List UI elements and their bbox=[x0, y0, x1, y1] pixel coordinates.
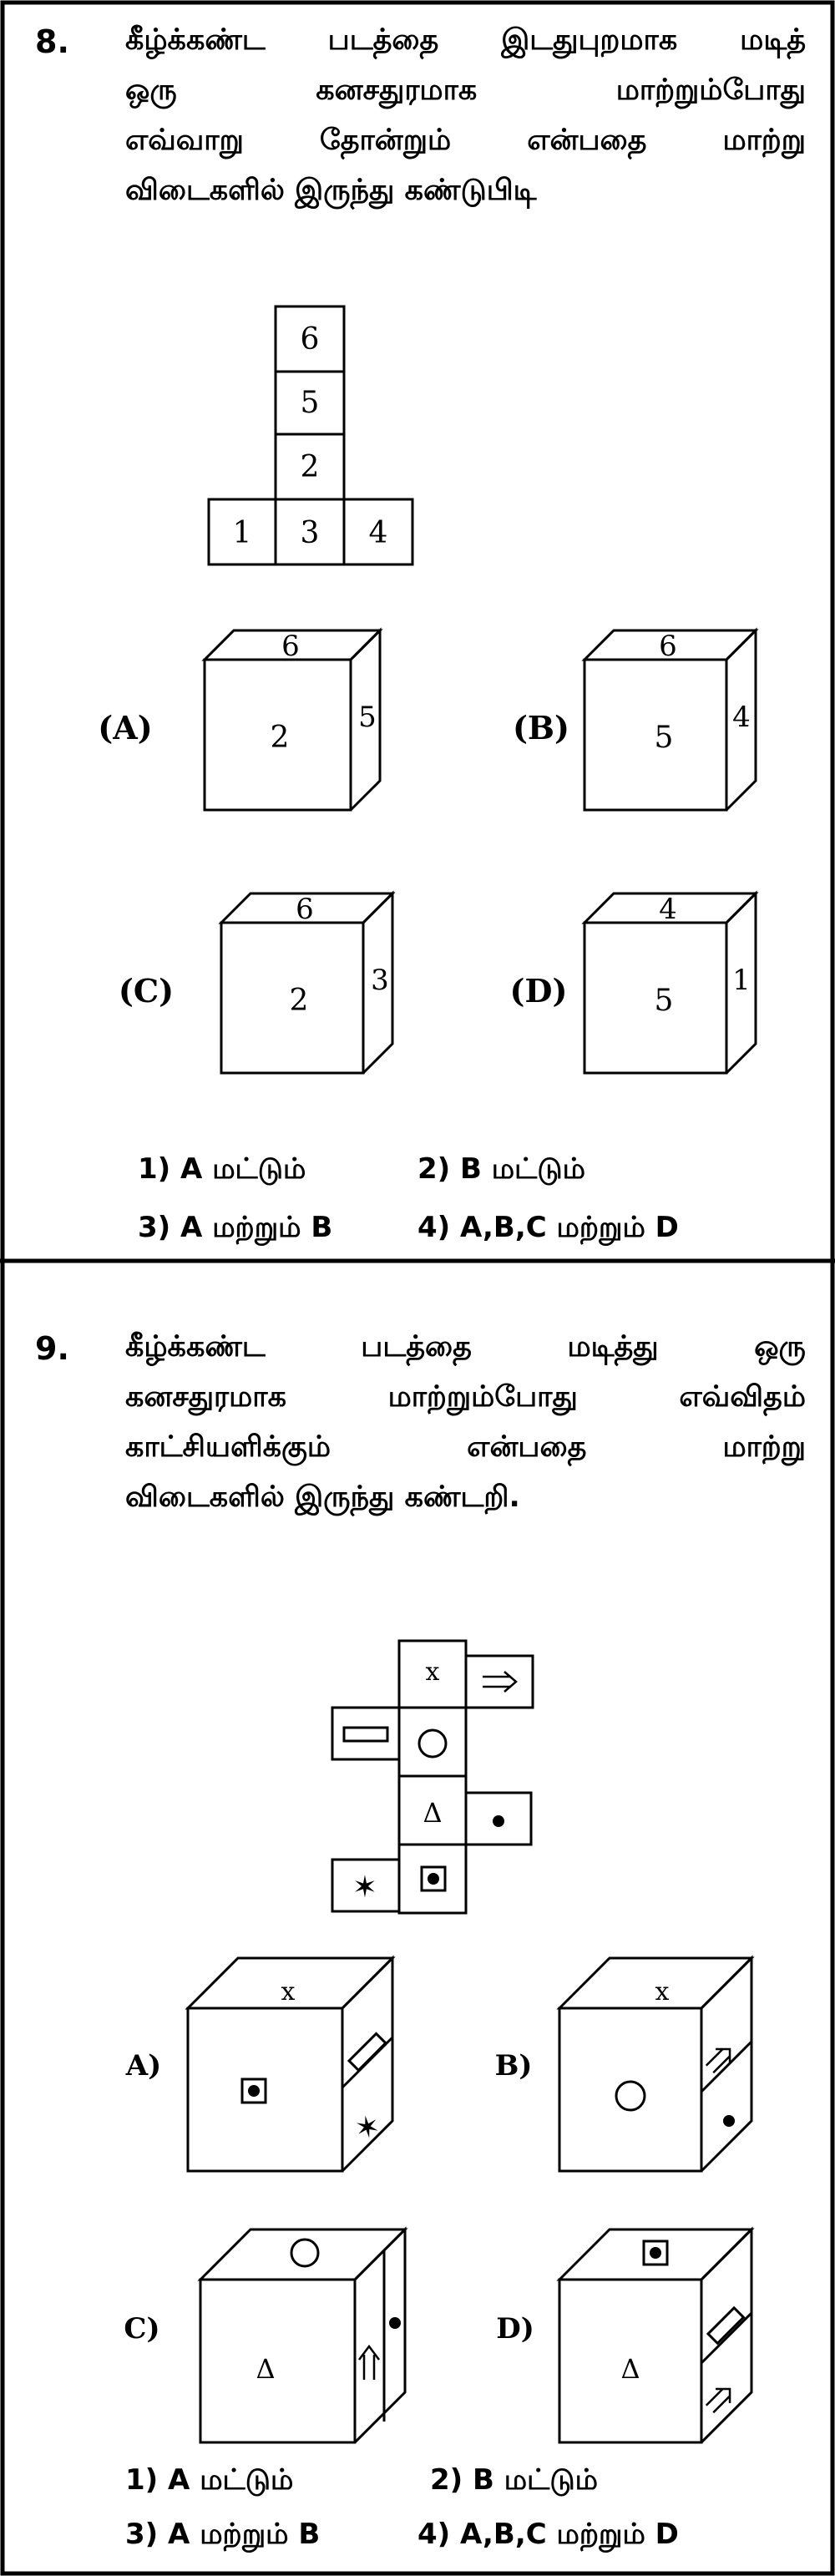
q9-option-1-num: 1) bbox=[125, 2463, 159, 2497]
q9-line-1: கீழ்க்கண்ட படத்தை மடித்து ஒரு bbox=[125, 1330, 806, 1364]
cube-b-front: 5 bbox=[654, 721, 674, 755]
q8-line-4: விடைகளில் இருந்து கண்டுபிடி bbox=[125, 174, 537, 207]
q9-cube-d-label: D) bbox=[496, 2312, 534, 2346]
q9-cube-c-label: C) bbox=[124, 2312, 160, 2346]
q8-option-1-text: A மட்டும் bbox=[180, 1152, 306, 1186]
q9-cube-a-star-icon: ✶ bbox=[352, 2108, 383, 2148]
q9-cube-d-front: Δ bbox=[620, 2353, 640, 2385]
q8-option-3-num: 3) bbox=[138, 1211, 171, 1244]
cube-b-side: 4 bbox=[732, 701, 751, 734]
net-face-6: 6 bbox=[300, 322, 320, 357]
cube-d-label: (D) bbox=[509, 972, 568, 1010]
q9-cube-c-front: Δ bbox=[256, 2353, 276, 2385]
q9-option-2[interactable] bbox=[430, 2463, 598, 2500]
q9-number: 9. bbox=[35, 1330, 69, 1367]
q9-option-4[interactable] bbox=[418, 2518, 679, 2554]
q9-cube-d[interactable] bbox=[559, 2229, 752, 2442]
q9-option-1[interactable] bbox=[125, 2463, 293, 2500]
cube-d-side: 1 bbox=[732, 964, 751, 997]
q9-cube-c[interactable] bbox=[200, 2229, 405, 2442]
net-rectangle-icon bbox=[344, 1728, 387, 1741]
cube-a-side: 5 bbox=[358, 701, 377, 734]
q8-option-4-num: 4) bbox=[418, 1211, 451, 1244]
net-x-symbol: x bbox=[425, 1657, 440, 1687]
q9-option-1-text: A மட்டும் bbox=[168, 2463, 294, 2497]
cube-c-front: 2 bbox=[289, 984, 309, 1018]
net-face-4: 4 bbox=[368, 516, 388, 550]
q9-option-3[interactable] bbox=[125, 2518, 320, 2554]
cube-b-label: (B) bbox=[512, 709, 570, 746]
q9-cube-c-circle-icon bbox=[291, 2239, 318, 2266]
q8-option-3-text: A மற்றும் B bbox=[180, 1211, 333, 1244]
q9-cube-b-circle-icon bbox=[616, 2082, 645, 2110]
net-face-3: 3 bbox=[300, 516, 320, 550]
net-triangle-symbol: Δ bbox=[423, 1797, 443, 1829]
q9-cube-b-arrow-icon bbox=[703, 2042, 737, 2076]
net-circle-icon bbox=[419, 1730, 446, 1757]
q9-cube-c-up-arrow-icon bbox=[359, 2346, 379, 2380]
q8-option-1-num: 1) bbox=[138, 1152, 171, 1186]
q9-option-4-text: A,B,C மற்றும் D bbox=[460, 2518, 679, 2551]
cube-a-label: (A) bbox=[98, 709, 153, 746]
q9-option-2-text: B மட்டும் bbox=[473, 2463, 598, 2497]
cube-c-side: 3 bbox=[371, 964, 389, 997]
net-boxed-dot-icon bbox=[422, 1867, 445, 1890]
q9-cube-a-label: A) bbox=[125, 2049, 162, 2083]
cube-c-label: (C) bbox=[118, 972, 175, 1010]
cube-b-top: 6 bbox=[659, 630, 677, 663]
q9-cube-b-label: B) bbox=[494, 2049, 533, 2083]
q8-option-2-text: B மட்டும் bbox=[460, 1152, 585, 1186]
net-face-1: 1 bbox=[232, 516, 252, 550]
q8-line-1: கீழ்க்கண்ட படத்தை இடதுபுறமாக மடித் bbox=[125, 23, 806, 57]
net-face-2: 2 bbox=[300, 450, 320, 484]
q8-number: 8. bbox=[35, 23, 69, 60]
q9-cube-b-top: x bbox=[655, 1977, 670, 2007]
net-star-icon: ✶ bbox=[352, 1870, 378, 1905]
q8-line-3: எவ்வாறு தோன்றும் என்பதை மாற்று bbox=[125, 124, 806, 157]
q9-line-4: விடைகளில் இருந்து கண்டறி. bbox=[125, 1480, 520, 1514]
q9-cube-a-rectangle-icon bbox=[349, 2033, 386, 2070]
q9-cube-c-dot-icon bbox=[389, 2317, 401, 2329]
cube-d-front: 5 bbox=[654, 984, 674, 1018]
q9-line-2: கனசதுரமாக மாற்றும்போது எவ்விதம் bbox=[125, 1380, 806, 1414]
q9-cube-a-top: x bbox=[281, 1977, 296, 2007]
q8-option-4-text: A,B,C மற்றும் D bbox=[460, 1211, 679, 1244]
q9-line-3: காட்சியளிக்கும் என்பதை மாற்று bbox=[125, 1430, 806, 1464]
net-face-5: 5 bbox=[300, 386, 320, 420]
q9-cube-b-dot-icon bbox=[723, 2115, 735, 2127]
q9-cube-a-boxed-dot-icon bbox=[242, 2079, 266, 2103]
cube-c-top: 6 bbox=[296, 893, 314, 926]
net-arrow-icon bbox=[483, 1672, 516, 1692]
cube-a-front: 2 bbox=[270, 721, 290, 755]
q9-option-2-num: 2) bbox=[430, 2463, 463, 2497]
q8-option-2-num: 2) bbox=[418, 1152, 451, 1186]
q9-option-4-num: 4) bbox=[418, 2518, 451, 2551]
q9-cube-d-boxed-dot-icon bbox=[644, 2241, 667, 2265]
net-dot-icon bbox=[493, 1815, 504, 1827]
cube-a-top: 6 bbox=[281, 630, 300, 663]
q8-line-2: ஒரு கனசதுரமாக மாற்றும்போது bbox=[125, 73, 806, 107]
q9-option-3-text: A மற்றும் B bbox=[168, 2518, 321, 2551]
q9-option-3-num: 3) bbox=[125, 2518, 159, 2551]
cube-d-top: 4 bbox=[659, 893, 677, 926]
